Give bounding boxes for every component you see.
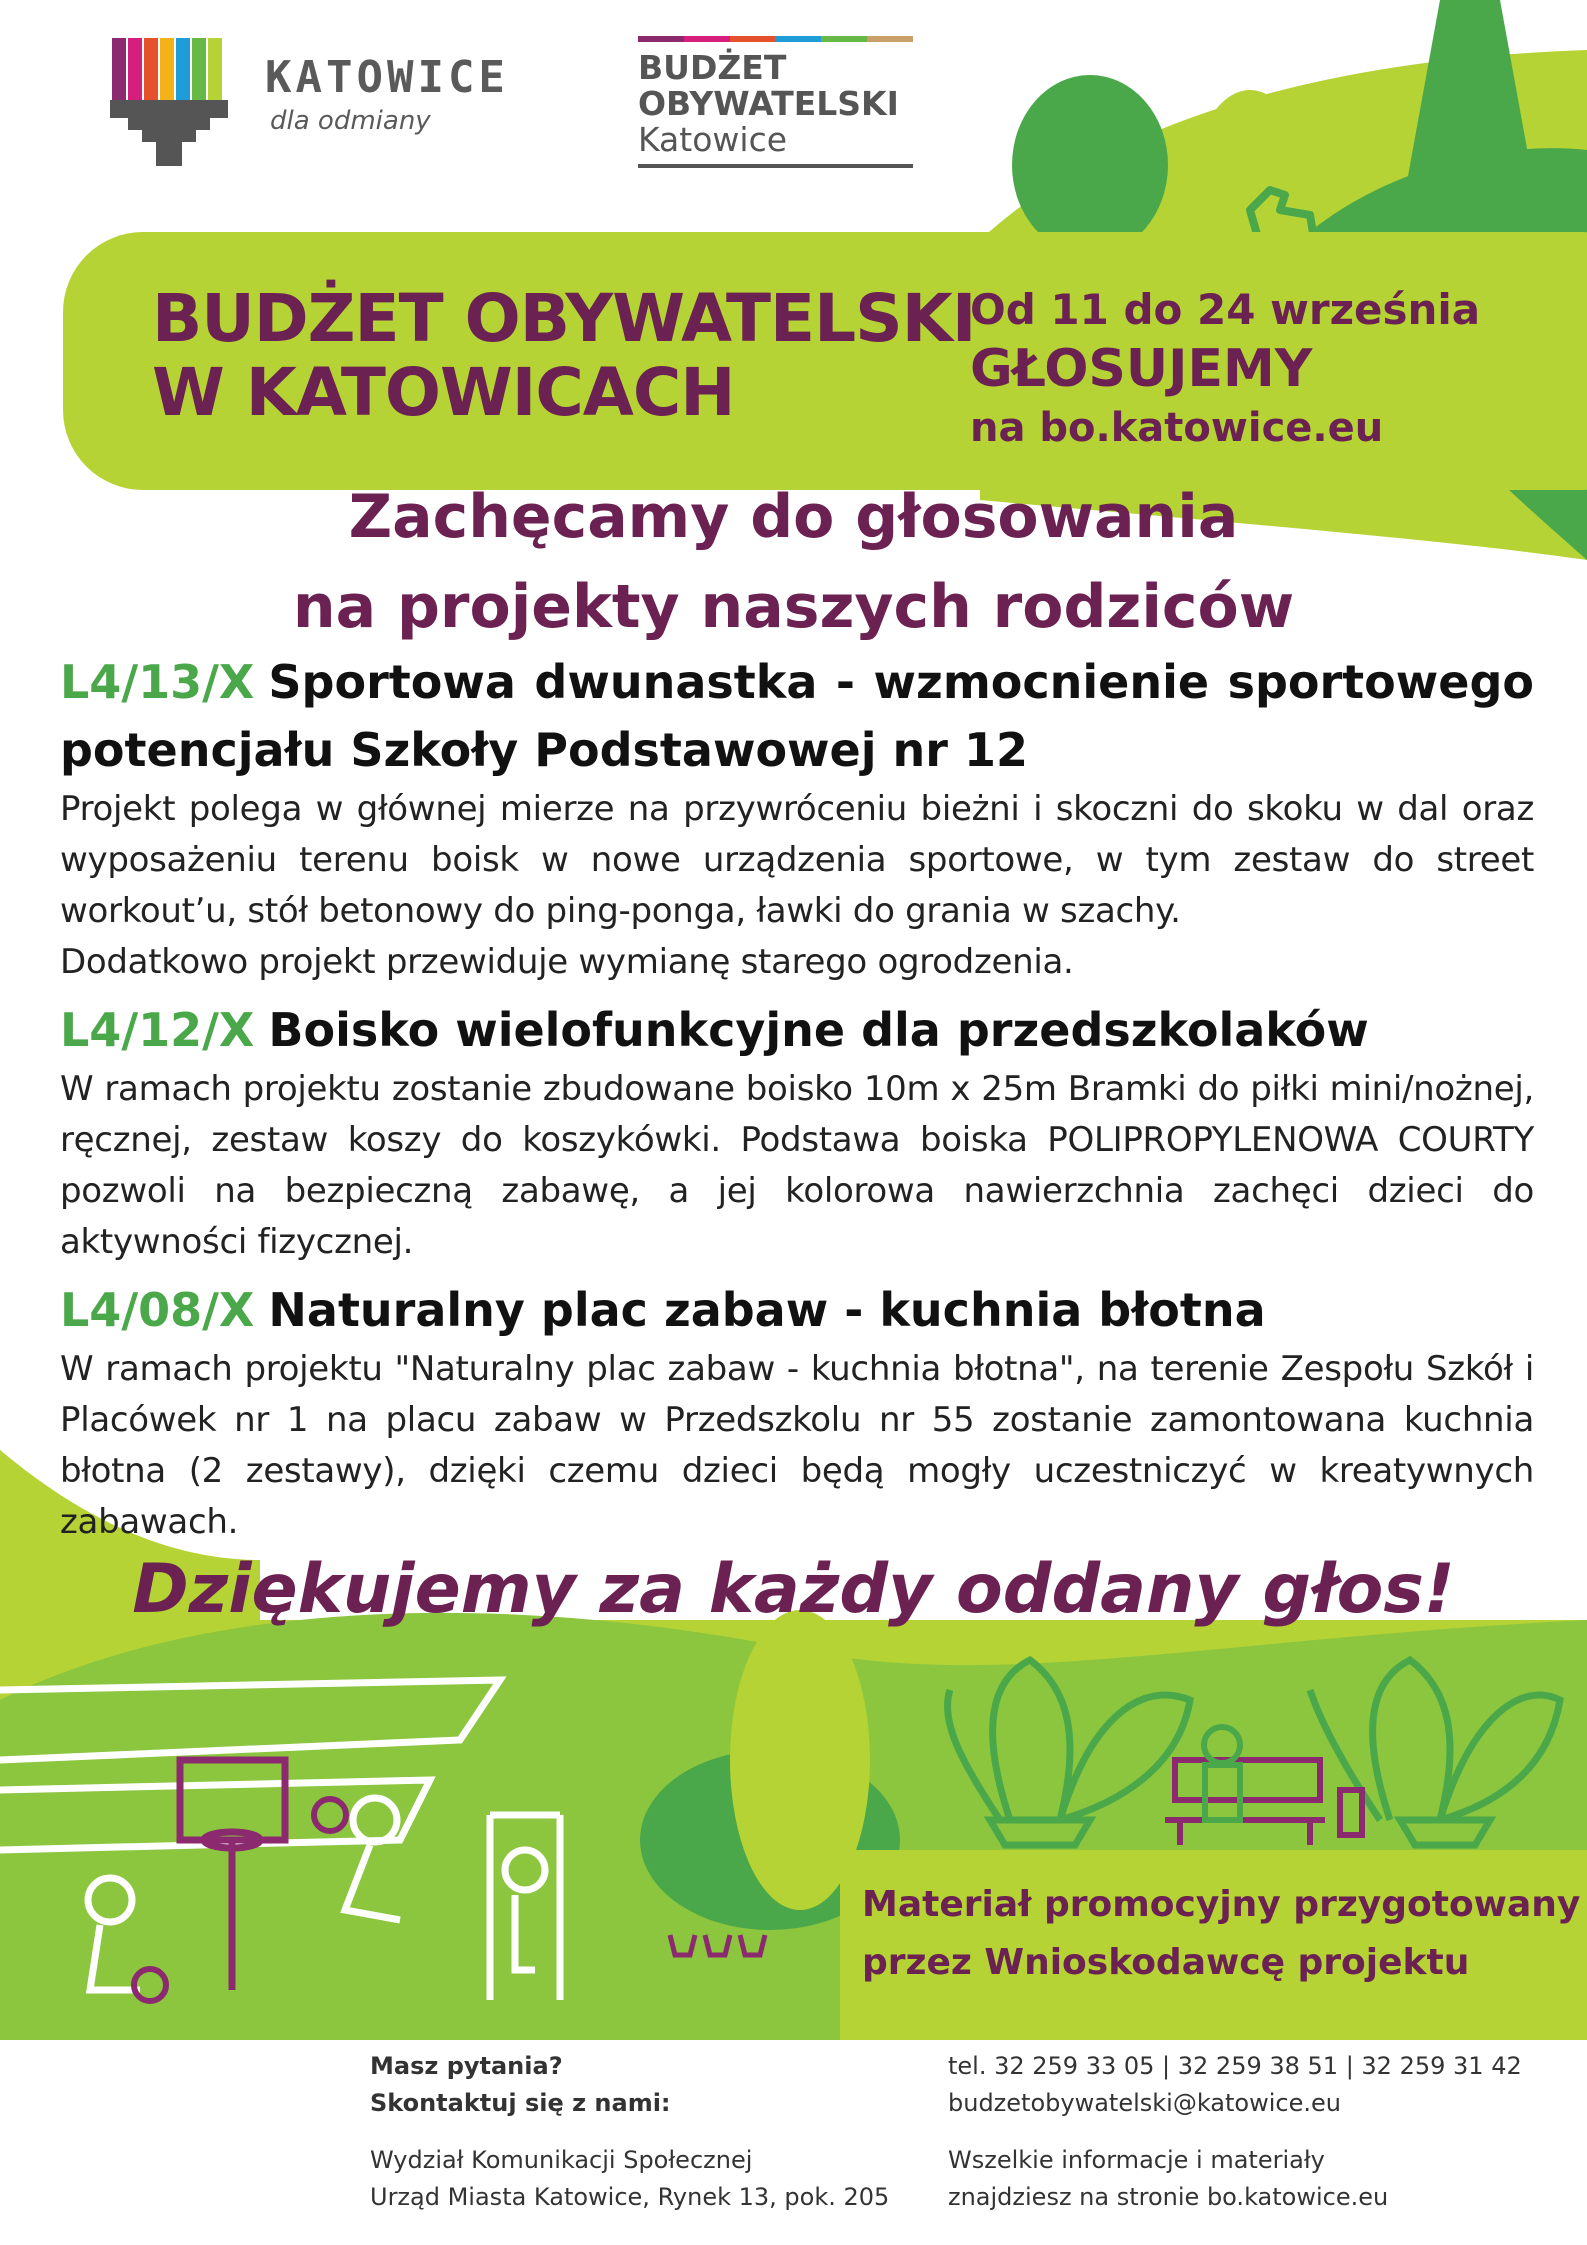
footer-details	[948, 2048, 1522, 2216]
project-title	[60, 996, 1534, 1064]
voting-call: GŁOSUJEMY	[970, 339, 1313, 399]
project-code: L4/12/X	[60, 1003, 255, 1057]
promo-line2: przez Wnioskodawcę projektu	[862, 1942, 1470, 1983]
footer-phone[interactable]: tel. 32 259 33 05 | 32 259 38 51 | 32 259 31 42	[948, 2052, 1522, 2080]
project-name: Sportowa dwunastka - wzmocnienie sportowego potencjału Szkoły Podstawowej nr 12	[60, 655, 1534, 777]
katowice-logo-text: KATOWICE	[265, 52, 509, 103]
headline-line1: Zachęcamy do głosowania	[348, 482, 1239, 552]
logo-underline	[638, 164, 913, 168]
project-name: Boisko wielofunkcyjne dla przedszkolaków	[268, 1003, 1369, 1057]
project-item	[60, 996, 1534, 1268]
projects-list	[60, 648, 1534, 1548]
project-code: L4/13/X	[60, 655, 255, 709]
footer-contact-prompt: Skontaktuj się z nami:	[370, 2089, 671, 2117]
bo-logo-line3: Katowice	[638, 120, 788, 159]
footer-info-line1: Wszelkie informacje i materiały	[948, 2146, 1325, 2174]
banner-title	[152, 282, 975, 430]
project-description: W ramach projektu zostanie zbudowane boisko 10m x 25m Bramki do piłki mini/nożnej, ręcznej, zestaw koszy do koszykówki. Podstawa boiska POLIPROPYLENOWA COURTY pozwoli na bezpieczną zabawę, a jej kolorowa nawierzchnia zachęci dzieci do aktywności fizycznej.	[60, 1069, 1534, 1262]
banner-voting-info	[970, 282, 1480, 456]
katowice-logo-tagline: dla odmiany	[270, 106, 431, 136]
budzet-obywatelski-logo	[638, 36, 913, 172]
bo-logo-line2: OBYWATELSKI	[638, 84, 899, 123]
footer-contact	[370, 2048, 889, 2216]
banner-title-line2: W KATOWICACH	[152, 354, 735, 431]
footer-address: Urząd Miasta Katowice, Rynek 13, pok. 205	[370, 2183, 890, 2211]
promo-line1: Materiał promocyjny przygotowany	[862, 1884, 1581, 1925]
thanks-message: Dziękujemy za każdy oddany głos!	[132, 1550, 1455, 1629]
promo-note	[862, 1876, 1580, 1992]
project-title	[60, 648, 1534, 784]
footer-email[interactable]: budzetobywatelski@katowice.eu	[948, 2089, 1341, 2117]
headline-line2: na projekty naszych rodziców	[292, 572, 1295, 642]
project-code: L4/08/X	[60, 1283, 255, 1337]
footer-info-line2: znajdziesz na stronie bo.katowice.eu	[948, 2183, 1389, 2211]
project-description: Projekt polega w głównej mierze na przywróceniu bieżni i skoczni do skoku w dal oraz wyposażeniu terenu boisk w nowe urządzenia sportowe, w tym zestaw do street workout’u, stół betonowy do ping-ponga, ławki do grania w szachy.	[60, 789, 1534, 931]
bo-logo-line1: BUDŻET	[638, 48, 787, 87]
project-description-extra: Dodatkowo projekt przewiduje wymianę starego ogrodzenia.	[60, 942, 1074, 982]
project-item	[60, 1276, 1534, 1548]
project-name: Naturalny plac zabaw - kuchnia błotna	[268, 1283, 1266, 1337]
banner-title-line1: BUDŻET OBYWATELSKI	[152, 280, 976, 357]
voting-dates: Od 11 do 24 września	[970, 285, 1481, 334]
katowice-logo-mark-icon	[110, 38, 235, 166]
logo-color-bar	[638, 36, 913, 42]
footer-question: Masz pytania?	[370, 2052, 563, 2080]
project-description: W ramach projektu "Naturalny plac zabaw - kuchnia błotna", na terenie Zespołu Szkół i Placówek nr 1 na placu zabaw w Przedszkolu nr 55 zostanie zamontowana kuchnia błotna (2 zestawy), dzięki czemu dzieci będą mogły uczestniczyć w kreatywnych zabawach.	[60, 1349, 1534, 1542]
project-item	[60, 648, 1534, 988]
project-title	[60, 1276, 1534, 1344]
katowice-logo	[110, 38, 550, 168]
footer-department: Wydział Komunikacji Społecznej	[370, 2146, 753, 2174]
voting-url[interactable]: na bo.katowice.eu	[970, 405, 1384, 451]
